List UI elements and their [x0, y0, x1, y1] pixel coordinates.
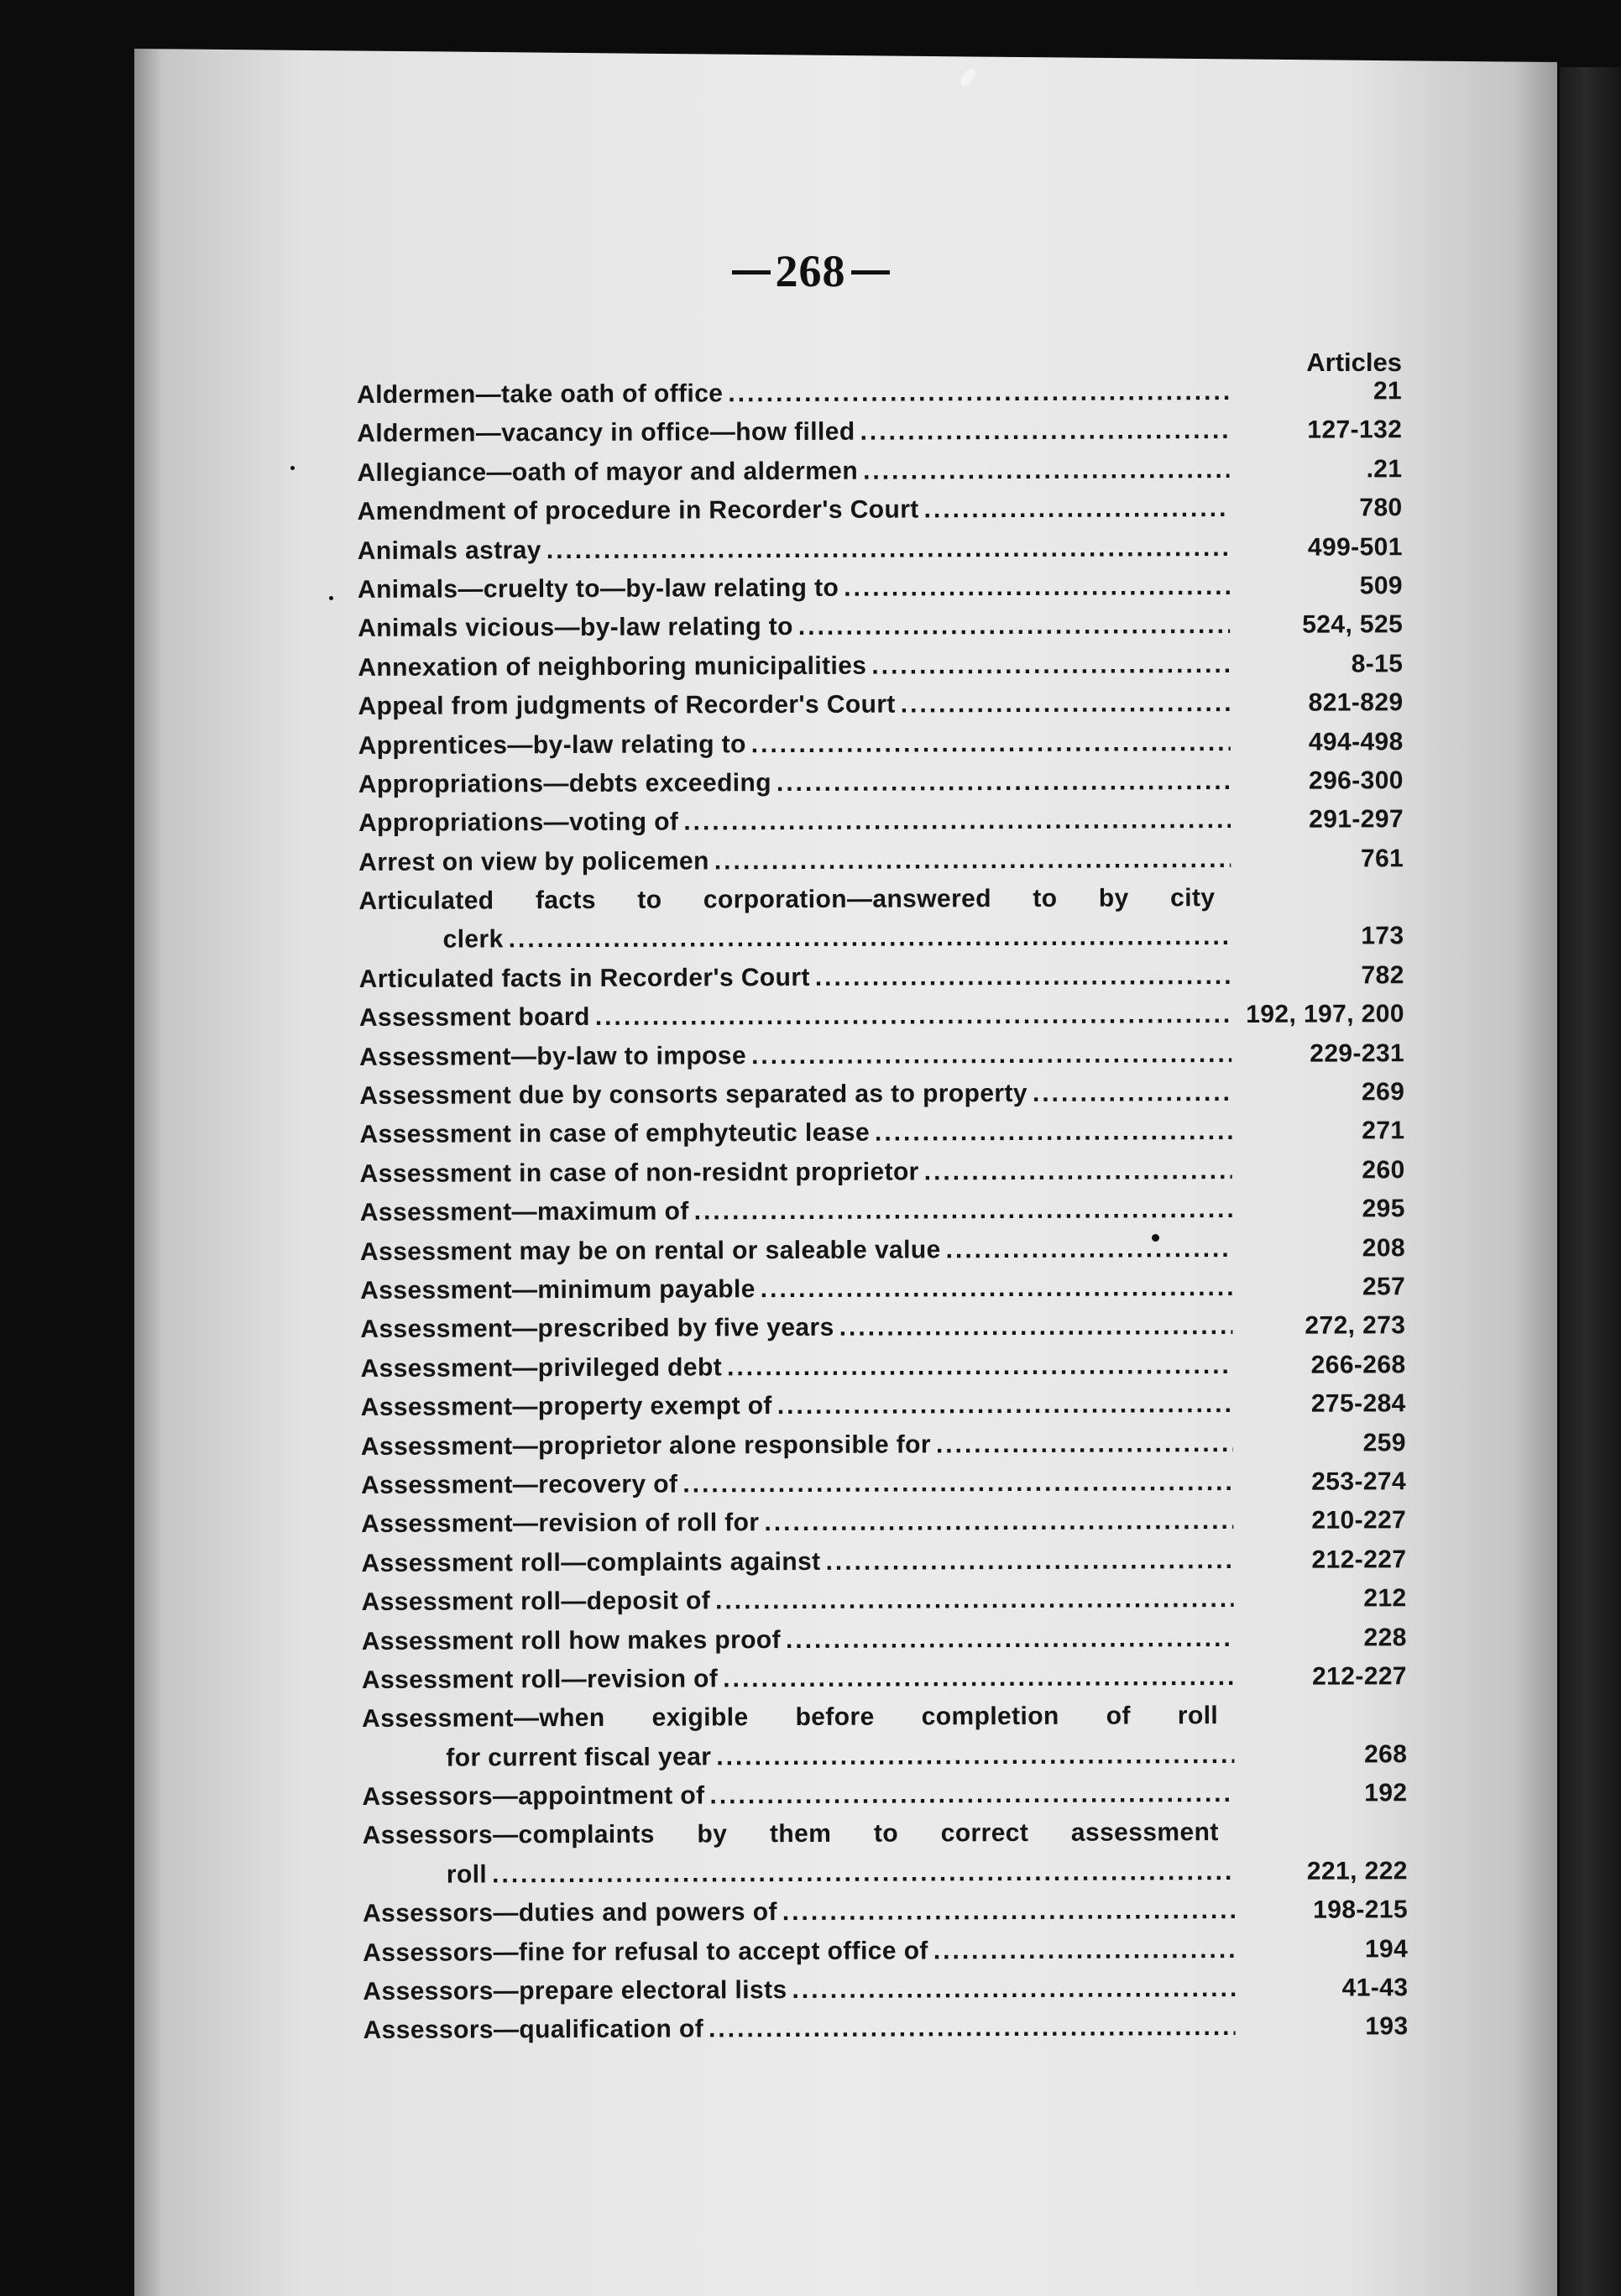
- dot-leader: [844, 567, 1230, 608]
- entry-articles: 229-231: [1310, 1038, 1405, 1068]
- entry-text: Assessment in case of non-residnt proprietor: [359, 1158, 919, 1188]
- dot-leader: [777, 762, 1231, 803]
- entry-articles: 259: [1362, 1428, 1406, 1457]
- dot-leader: [871, 646, 1230, 686]
- index-entry: [358, 606, 1403, 649]
- index-entry: [358, 683, 1403, 726]
- dot-leader: [1033, 1074, 1232, 1113]
- entry-articles: 198-215: [1313, 1896, 1409, 1924]
- entry-articles: 275-284: [1310, 1389, 1406, 1418]
- entry-text: Assessment—when exigible before completion of roll: [362, 1702, 1219, 1734]
- index-entry: [357, 411, 1402, 454]
- entry-text: Assessment may be on rental or saleable value: [359, 1235, 941, 1266]
- entry-articles: 208: [1362, 1233, 1406, 1263]
- index-list: [357, 372, 1409, 2051]
- index-entry: [360, 1151, 1405, 1194]
- index-entry-continuation: [362, 1735, 1407, 1778]
- entry-text: Amendment of procedure in Recorder's Court: [357, 495, 919, 526]
- index-entry: [359, 1112, 1404, 1155]
- entry-articles: 221, 222: [1306, 1857, 1408, 1885]
- entry-text: Animals—cruelty to—by-law relating to: [357, 573, 839, 604]
- dot-leader: [815, 957, 1231, 997]
- index-entry: [361, 1384, 1406, 1427]
- index-entry: [360, 1190, 1405, 1232]
- entry-articles: 499-501: [1307, 532, 1403, 562]
- dot-leader: [546, 529, 1230, 571]
- page-number-header: [0, 245, 1621, 297]
- entry-articles: 296-300: [1308, 766, 1404, 795]
- index-entry: [360, 1346, 1405, 1389]
- entry-articles: 260: [1362, 1156, 1405, 1185]
- entry-articles: 782: [1361, 961, 1404, 990]
- index-entry: [357, 372, 1402, 415]
- index-entry: [361, 1502, 1406, 1545]
- entry-text: Assessment roll—deposit of: [361, 1587, 711, 1617]
- dot-leader: [798, 606, 1230, 646]
- entry-text: Assessment board: [358, 1003, 590, 1033]
- index-entry: [362, 1579, 1407, 1622]
- dot-leader: [709, 1775, 1234, 1816]
- dot-leader: [863, 451, 1230, 491]
- index-entry: [363, 1891, 1408, 1933]
- entry-text: Assessment roll how makes proof: [361, 1625, 782, 1655]
- dot-leader: [924, 489, 1230, 530]
- index-entry: [363, 1969, 1408, 2011]
- articles-column-header: Articles: [1306, 348, 1402, 377]
- index-entry: [358, 645, 1403, 688]
- dot-leader: [875, 1112, 1232, 1153]
- entry-text: Appropriations—voting of: [358, 808, 679, 838]
- entry-text: Assessors—complaints by them to correct assessment: [362, 1818, 1219, 1850]
- entry-text: Assessors—fine for refusal to accept office of: [363, 1937, 928, 1967]
- dot-leader: [946, 1230, 1233, 1270]
- index-entry: [363, 1930, 1408, 1973]
- index-entry: [362, 1696, 1407, 1739]
- dot-leader: [825, 1541, 1233, 1582]
- entry-text: Assessment in case of emphyteutic lease: [359, 1119, 871, 1149]
- entry-text: Assessment roll—revision of: [361, 1665, 719, 1694]
- entry-text: Assessment—recovery of: [361, 1470, 678, 1499]
- entry-text-continuation: roll: [446, 1860, 488, 1889]
- dot-leader: [860, 411, 1229, 452]
- ink-speck: [1152, 1234, 1159, 1242]
- entry-text: Articulated facts in Recorder's Court: [358, 963, 810, 993]
- entry-articles: 212-227: [1311, 1662, 1408, 1691]
- header-dash-right: [851, 270, 890, 275]
- entry-articles: 212-227: [1311, 1545, 1407, 1574]
- index-entry: [358, 489, 1403, 531]
- entry-articles: 228: [1363, 1623, 1407, 1651]
- entry-text: Aldermen—vacancy in office—how filled: [357, 418, 855, 448]
- dot-leader: [709, 2008, 1236, 2049]
- dot-leader: [782, 1891, 1235, 1932]
- entry-text: Assessment—prescribed by five years: [360, 1314, 834, 1344]
- dot-leader: [751, 724, 1231, 765]
- index-entry-continuation: [363, 1852, 1408, 1895]
- entry-articles: 509: [1359, 572, 1404, 600]
- index-entry: [359, 956, 1404, 999]
- dot-leader: [936, 1425, 1233, 1465]
- index-entry: [362, 1657, 1407, 1700]
- entry-text: Arrest on view by policemen: [358, 847, 709, 876]
- entry-articles: 127-132: [1307, 416, 1403, 445]
- entry-articles: 268: [1363, 1739, 1408, 1769]
- entry-text: Articulated facts to corporation—answered to by city: [358, 884, 1216, 916]
- entry-articles: 272, 273: [1305, 1311, 1406, 1341]
- dot-leader: [924, 1152, 1232, 1192]
- entry-text: Aldermen—take oath of office: [357, 379, 724, 409]
- entry-articles: 212: [1363, 1584, 1407, 1613]
- entry-articles: 524, 525: [1302, 610, 1404, 640]
- entry-text: Assessors—prepare electoral lists: [363, 1976, 787, 2006]
- dot-leader: [715, 1580, 1234, 1621]
- index-entry: [358, 567, 1403, 609]
- index-entry-continuation: [358, 918, 1404, 960]
- entry-text: Animals vicious—by-law relating to: [358, 613, 793, 643]
- index-entry: [358, 878, 1404, 921]
- entry-articles: .21: [1366, 455, 1403, 484]
- entry-articles: 780: [1359, 494, 1403, 522]
- entry-articles: 269: [1361, 1078, 1405, 1106]
- entry-articles: 257: [1362, 1273, 1406, 1301]
- index-entry: [361, 1424, 1406, 1467]
- index-entry: [361, 1462, 1406, 1505]
- index-entry: [358, 723, 1404, 766]
- dot-leader: [792, 1969, 1235, 2010]
- entry-text: Assessment—property exempt of: [360, 1392, 772, 1422]
- adjacent-page-edge: [1560, 67, 1621, 2296]
- dot-leader: [728, 373, 1229, 414]
- dot-leader: [682, 1463, 1233, 1504]
- dot-leader: [764, 1502, 1233, 1543]
- entry-articles: 173: [1361, 922, 1404, 950]
- ink-speck: [290, 466, 295, 470]
- entry-articles: 253-274: [1311, 1467, 1407, 1496]
- entry-text-continuation: for current fiscal year: [446, 1743, 712, 1772]
- index-entry: [358, 839, 1404, 882]
- entry-text: Assessment roll—complaints against: [361, 1547, 821, 1577]
- index-entry: [357, 450, 1402, 493]
- index-entry: [359, 1073, 1404, 1116]
- dot-leader: [716, 1736, 1234, 1777]
- dot-leader: [839, 1307, 1233, 1347]
- dot-leader: [786, 1619, 1234, 1659]
- entry-text: Annexation of neighboring municipalities: [358, 651, 867, 682]
- entry-text: Appropriations—debts exceeding: [358, 769, 772, 798]
- entry-articles: 210-227: [1311, 1506, 1407, 1535]
- entry-articles: 192, 197, 200: [1246, 1000, 1404, 1029]
- dot-leader: [777, 1385, 1233, 1425]
- entry-articles: 821-829: [1308, 688, 1404, 717]
- entry-text: Allegiance—oath of mayor and aldermen: [357, 457, 859, 487]
- entry-text: Assessors—qualification of: [363, 2015, 704, 2045]
- dot-leader: [683, 801, 1231, 842]
- index-entry: [361, 1540, 1406, 1583]
- dot-leader: [727, 1347, 1233, 1388]
- dot-leader: [723, 1658, 1234, 1699]
- entry-articles: 291-297: [1309, 805, 1404, 834]
- dot-leader: [492, 1853, 1235, 1895]
- entry-articles: 192: [1364, 1779, 1408, 1807]
- entry-text: Appeal from judgments of Recorder's Court: [358, 690, 896, 721]
- entry-articles: 295: [1362, 1195, 1405, 1223]
- index-entry: [358, 761, 1404, 804]
- entry-articles: 193: [1365, 2012, 1409, 2041]
- index-entry: [362, 1774, 1407, 1817]
- entry-text: Assessors—duties and powers of: [362, 1898, 777, 1928]
- dot-leader: [509, 918, 1231, 960]
- dot-leader: [751, 1035, 1231, 1076]
- dot-leader: [901, 684, 1231, 724]
- entry-articles: 761: [1360, 844, 1404, 873]
- entry-text: Assessment due by consorts separated as to property: [359, 1079, 1028, 1111]
- index-entry: [359, 995, 1404, 1038]
- page-number: 268: [775, 246, 846, 296]
- dot-leader: [761, 1268, 1233, 1310]
- ink-speck: [329, 596, 333, 600]
- index-entry: [358, 528, 1403, 571]
- entry-text: Assessment—privileged debt: [360, 1353, 723, 1383]
- index-entry: [360, 1229, 1405, 1272]
- entry-text: Assessment—maximum of: [359, 1197, 689, 1227]
- entry-text: Apprentices—by-law relating to: [358, 730, 746, 760]
- dot-leader: [933, 1931, 1236, 1971]
- entry-articles: 8-15: [1351, 649, 1404, 678]
- entry-text: Assessment—by-law to impose: [359, 1041, 747, 1071]
- entry-articles: 271: [1362, 1117, 1405, 1145]
- entry-text-continuation: clerk: [442, 925, 504, 954]
- entry-text: Assessment—revision of roll for: [361, 1509, 760, 1539]
- entry-articles: 494-498: [1308, 727, 1404, 756]
- index-entry: [360, 1307, 1405, 1350]
- dot-leader: [595, 996, 1231, 1037]
- index-entry: [363, 2008, 1408, 2051]
- dot-leader: [694, 1190, 1232, 1232]
- header-dash-left: [732, 270, 771, 275]
- entry-articles: 21: [1373, 377, 1403, 405]
- entry-text: Assessment—minimum payable: [360, 1275, 756, 1305]
- entry-articles: 41-43: [1341, 1974, 1409, 2002]
- index-entry: [362, 1619, 1407, 1661]
- entry-articles: 194: [1364, 1934, 1409, 1964]
- index-entry: [363, 1813, 1408, 1856]
- index-entry: [359, 1034, 1404, 1077]
- index-entry: [358, 801, 1404, 844]
- index-entry: [360, 1268, 1405, 1310]
- dot-leader: [714, 840, 1231, 881]
- entry-articles: 266-268: [1310, 1350, 1406, 1379]
- entry-text: Assessment—proprietor alone responsible for: [360, 1430, 931, 1461]
- entry-text: Animals astray: [357, 536, 541, 565]
- entry-text: Assessors—appointment of: [362, 1781, 705, 1812]
